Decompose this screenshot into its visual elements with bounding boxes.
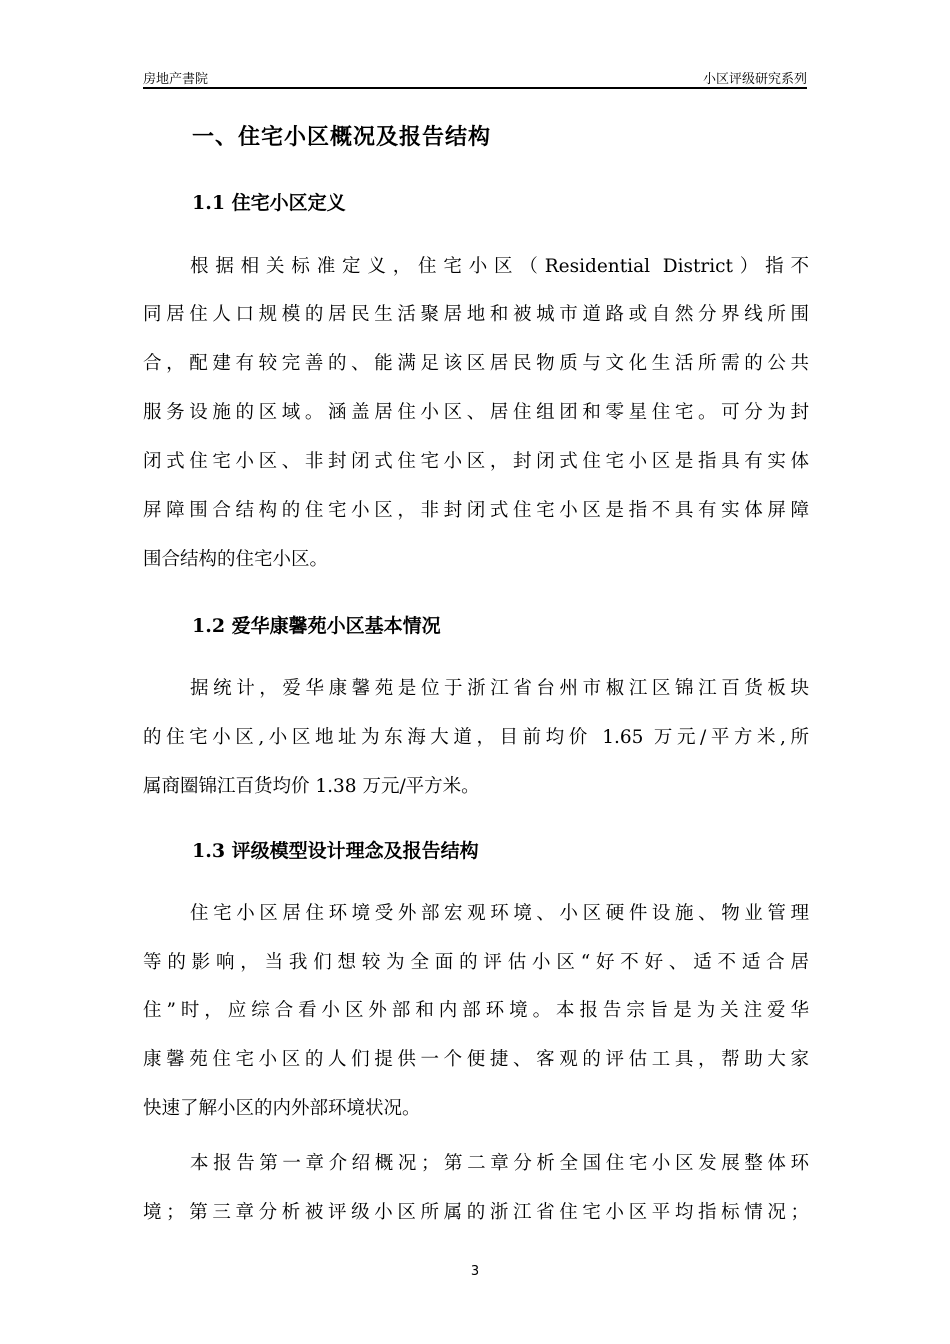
paragraph-line: 住宅小区居住环境受外部宏观环境、小区硬件设施、物业管理 xyxy=(190,903,809,924)
section-heading-1-2: 1.2 爱华康馨苑小区基本情况 xyxy=(192,615,441,637)
page-number: 3 xyxy=(470,1264,480,1279)
paragraph-line: 康馨苑住宅小区的人们提供一个便捷、客观的评估工具，帮助大家 xyxy=(143,1049,809,1070)
paragraph-line: 根据相关标准定义，住宅小区（Residential District）指不 xyxy=(190,256,809,277)
paragraph-line: 等的影响，当我们想较为全面的评估小区“好不好、适不适合居 xyxy=(143,952,809,973)
running-header xyxy=(143,64,807,88)
paragraph-line: 的住宅小区,小区地址为东海大道，目前均价 1.65 万元/平方米,所 xyxy=(143,727,809,748)
series-name: 小区评级研究系列 xyxy=(702,72,807,87)
paragraph-line: 合，配建有较完善的、能满足该区居民物质与文化生活所需的公共 xyxy=(143,353,809,374)
paragraph-line: 同居住人口规模的居民生活聚居地和被城市道路或自然分界线所围 xyxy=(143,304,809,325)
publisher-name: 房地产書院 xyxy=(143,72,209,87)
paragraph-line: 服务设施的区域。涵盖居住小区、居住组团和零星住宅。可分为封 xyxy=(143,402,809,423)
paragraph-line: 境；第三章分析被评级小区所属的浙江省住宅小区平均指标情况； xyxy=(143,1202,809,1223)
paragraph-line: 屏障围合结构的住宅小区，非封闭式住宅小区是指不具有实体屏障 xyxy=(143,500,809,521)
paragraph-line: 围合结构的住宅小区。 xyxy=(143,549,329,570)
header-divider xyxy=(143,87,807,89)
chapter-title: 一、住宅小区概况及报告结构 xyxy=(192,124,492,150)
section-heading-1-1: 1.1 住宅小区定义 xyxy=(192,192,346,214)
paragraph-line: 住”时，应综合看小区外部和内部环境。本报告宗旨是为关注爱华 xyxy=(143,1000,809,1021)
paragraph-line: 属商圈锦江百货均价 1.38 万元/平方米。 xyxy=(143,776,480,797)
section-heading-1-3: 1.3 评级模型设计理念及报告结构 xyxy=(192,840,479,862)
paragraph-line: 快速了解小区的内外部环境状况。 xyxy=(143,1098,421,1119)
paragraph-line: 据统计，爱华康馨苑是位于浙江省台州市椒江区锦江百货板块 xyxy=(190,678,809,699)
paragraph-line: 本报告第一章介绍概况；第二章分析全国住宅小区发展整体环 xyxy=(190,1153,809,1174)
paragraph-line: 闭式住宅小区、非封闭式住宅小区，封闭式住宅小区是指具有实体 xyxy=(143,451,809,472)
